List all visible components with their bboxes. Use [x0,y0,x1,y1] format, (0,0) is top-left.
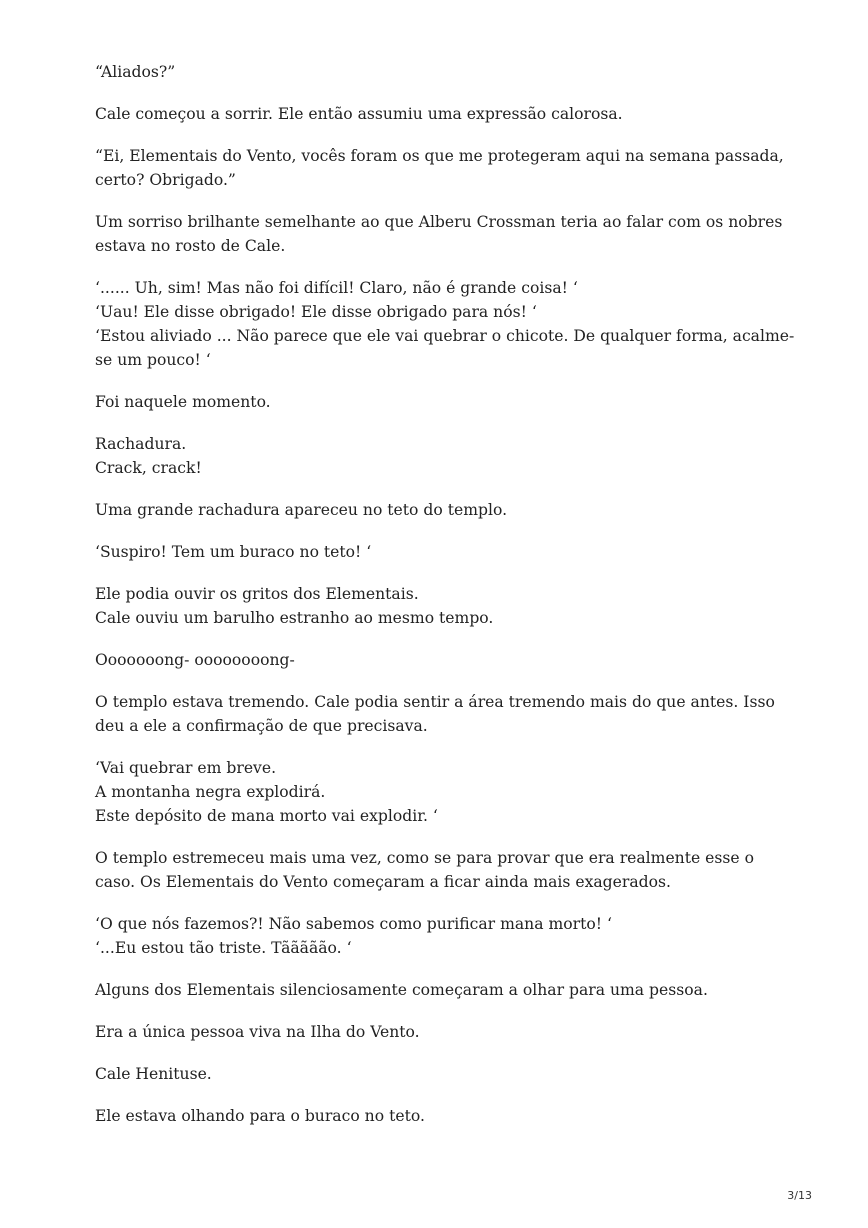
text-line: certo? Obrigado.” [95,171,236,189]
text-line: Um sorriso brilhante semelhante ao que Alberu Crossman teria ao falar com os nobres [95,213,783,231]
paragraph [95,1062,775,1086]
text-line: ‘Uau! Ele disse obrigado! Ele disse obrigado para nós! ‘ [95,303,537,321]
text-line: Rachadura. [95,435,187,453]
text-line: Este depósito de mana morto vai explodir. ‘ [95,807,438,825]
text-line: “Aliados?” [95,63,176,81]
text-line: ‘...Eu estou tão triste. Tããããão. ‘ [95,939,352,957]
text-line: ‘Vai quebrar em breve. [95,759,277,777]
paragraph [95,102,775,126]
paragraph [95,498,775,522]
document-body [95,60,795,1146]
paragraph [95,540,775,564]
paragraph [95,846,775,894]
text-line: Cale começou a sorrir. Ele então assumiu uma expressão calorosa. [95,105,623,123]
text-line: Crack, crack! [95,459,202,477]
text-line: deu a ele a confirmação de que precisava. [95,717,428,735]
text-line: O templo estava tremendo. Cale podia sentir a área tremendo mais do que antes. Isso [95,693,775,711]
text-line: ‘Estou aliviado ... Não parece que ele vai quebrar o chicote. De qualquer forma, acalme- [95,327,795,345]
page-number: 3/13 [787,1189,812,1202]
paragraph [95,756,775,828]
paragraph [95,210,783,258]
text-line: se um pouco! ‘ [95,351,211,369]
text-line: Era a única pessoa viva na Ilha do Vento. [95,1023,420,1041]
paragraph [95,648,775,672]
paragraph [95,912,775,960]
text-line: Cale Henituse. [95,1065,212,1083]
paragraph [95,1020,775,1044]
text-line: Cale ouviu um barulho estranho ao mesmo tempo. [95,609,494,627]
paragraph [95,1104,775,1128]
paragraph [95,978,775,1002]
text-line: Ele podia ouvir os gritos dos Elementais. [95,585,419,603]
paragraph [95,432,775,480]
text-line: Alguns dos Elementais silenciosamente começaram a olhar para uma pessoa. [95,981,708,999]
paragraph [95,690,775,738]
text-line: ‘...... Uh, sim! Mas não foi difícil! Claro, não é grande coisa! ‘ [95,279,578,297]
paragraph [95,390,775,414]
text-line: ‘Suspiro! Tem um buraco no teto! ‘ [95,543,372,561]
paragraph [95,582,775,630]
paragraph [95,144,784,192]
text-line: O templo estremeceu mais uma vez, como se para provar que era realmente esse o [95,849,754,867]
text-line: ‘O que nós fazemos?! Não sabemos como purificar mana morto! ‘ [95,915,612,933]
text-line: Foi naquele momento. [95,393,271,411]
text-line: Uma grande rachadura apareceu no teto do templo. [95,501,508,519]
text-line: Ooooooong- oooooooong- [95,651,295,669]
text-line: caso. Os Elementais do Vento começaram a ficar ainda mais exagerados. [95,873,671,891]
paragraph [95,60,775,84]
text-line: A montanha negra explodirá. [95,783,326,801]
text-line: “Ei, Elementais do Vento, vocês foram os que me protegeram aqui na semana passada, [95,147,784,165]
text-line: estava no rosto de Cale. [95,237,286,255]
text-line: Ele estava olhando para o buraco no teto. [95,1107,425,1125]
paragraph [95,276,795,372]
